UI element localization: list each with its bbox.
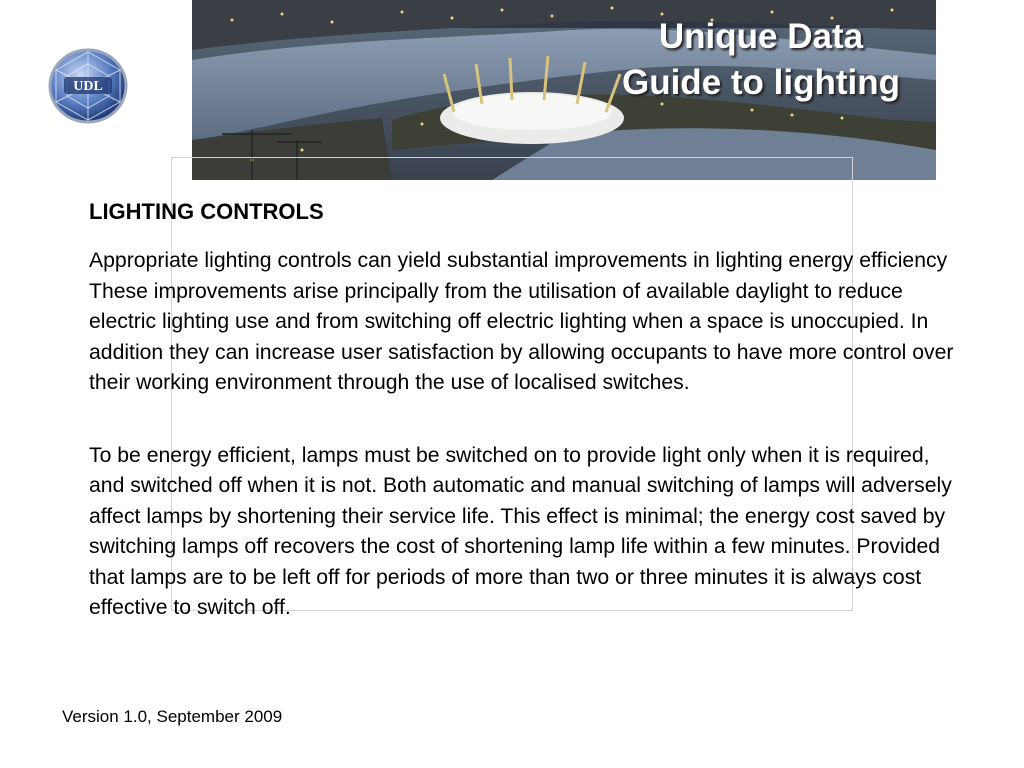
header-banner (192, 0, 936, 180)
version-footer: Version 1.0, September 2009 (62, 707, 283, 726)
banner-title-line-1: Unique Data (658, 17, 864, 56)
globe-icon (46, 46, 130, 126)
logo-text: UDL (73, 79, 103, 94)
banner-title-line-2: Guide to lighting (621, 63, 900, 102)
paragraph-2: To be energy efficient, lamps must be switched on to provide light only when it is required, and switched off when it is not. Both automatic and manual switching of lamps will adversely affect lamps by shortening their service life. This effect is minimal; the energy cost saved by switching lamps off recovers the cost of shortening lamp life within a few minutes. Provided that lamps are to be left off for periods of more than two or three minutes it is always cost effective to switch off. (89, 443, 952, 619)
udl-logo (46, 46, 130, 126)
section-heading: LIGHTING CONTROLS (89, 199, 324, 224)
paragraph-1: Appropriate lighting controls can yield substantial improvements in lighting energy efficiency These improvements arise principally from the utilisation of available daylight to reduce electric lighting use and from switching off electric lighting when a space is unoccupied. In addition they can increase user satisfaction by allowing occupants to have more control over their working environment through the use of localised switches. (89, 249, 954, 394)
banner-title (622, 14, 900, 106)
slide-content (89, 196, 959, 666)
